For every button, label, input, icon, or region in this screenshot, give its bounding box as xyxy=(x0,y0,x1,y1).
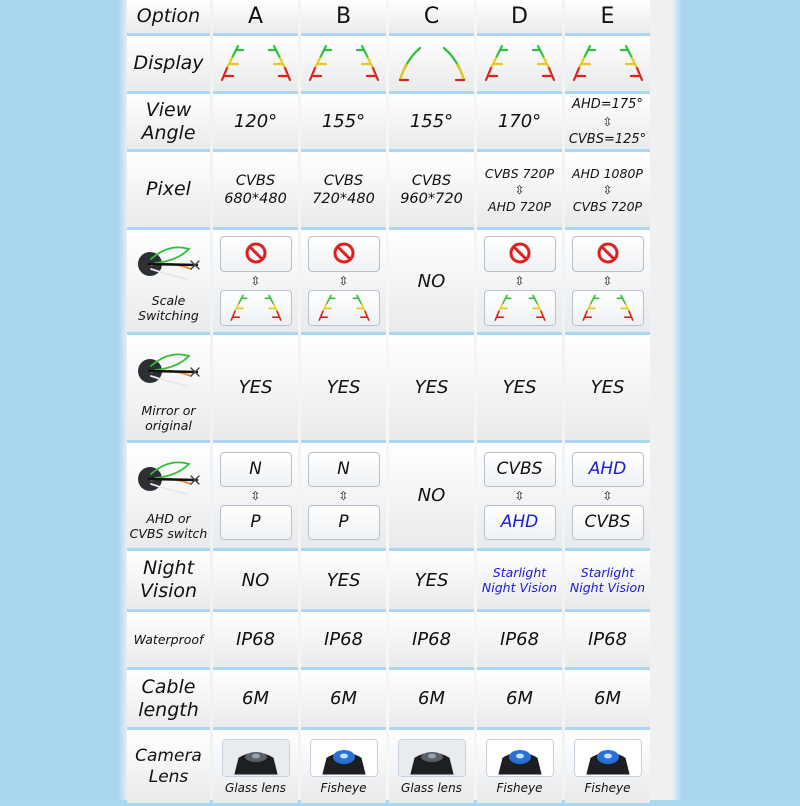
up-down-arrow-icon: ⇳ xyxy=(602,488,613,503)
camera-lens-a xyxy=(213,730,298,806)
view-angle-c: 155° xyxy=(389,94,474,152)
prohibited-icon xyxy=(332,241,356,265)
no-guide-box xyxy=(484,236,556,272)
lens-label-line1: Camera xyxy=(135,745,202,766)
cable-length-b: 6M xyxy=(301,670,386,730)
ahd-cvbs-d xyxy=(477,443,562,551)
pixel-c-line1: CVBS xyxy=(411,172,452,189)
pixel-a-line2: 680*480 xyxy=(224,190,287,207)
pixel-e xyxy=(565,152,650,230)
waterproof-c: IP68 xyxy=(389,612,474,670)
guide-box xyxy=(308,290,380,326)
starlight-line2: Night Vision xyxy=(481,580,558,595)
waterproof-d: IP68 xyxy=(477,612,562,670)
up-down-arrow-icon: ⇳ xyxy=(514,182,525,197)
up-down-arrow-icon: ⇳ xyxy=(602,182,613,197)
pixel-e-line2: CVBS 720P xyxy=(572,198,643,214)
scale-switching-c: NO xyxy=(389,230,474,335)
guide-lines-c xyxy=(389,36,474,94)
prohibited-icon xyxy=(508,241,532,265)
camera-lens-row xyxy=(127,730,650,806)
night-vision-b: YES xyxy=(301,551,386,612)
cable-length-c: 6M xyxy=(389,670,474,730)
ahd-cvbs-label xyxy=(127,443,210,551)
ahd-cvbs-a xyxy=(213,443,298,551)
mirror-d: YES xyxy=(477,335,562,443)
mode-cvbs-box: CVBS xyxy=(484,452,556,487)
mirror-label xyxy=(127,335,210,443)
starlight-line2: Night Vision xyxy=(569,580,646,595)
scale-label-line2: Switching xyxy=(138,308,199,323)
up-down-arrow-icon: ⇳ xyxy=(250,274,261,288)
night-label-line1: Night xyxy=(142,557,195,579)
lens-label-line2: Lens xyxy=(148,766,189,787)
night-vision-a: NO xyxy=(213,551,298,612)
view-angle-e-ahd: AHD=175° xyxy=(572,96,643,112)
option-b-header: B xyxy=(301,0,386,36)
night-vision-row xyxy=(127,551,650,612)
wire-cut-icon xyxy=(137,239,201,289)
pixel-c-line2: 960*720 xyxy=(400,190,463,207)
comparison-table xyxy=(124,0,653,806)
fisheye-lens-camera-icon xyxy=(486,739,554,777)
pixel-b-line2: 720*480 xyxy=(312,190,375,207)
mirror-label-line1: Mirror or xyxy=(141,402,196,418)
night-vision-label xyxy=(127,551,210,612)
pixel-b-line1: CVBS xyxy=(323,172,364,189)
parking-guide-lines-icon xyxy=(568,40,648,84)
up-down-arrow-icon: ⇳ xyxy=(514,488,525,503)
waterproof-a: IP68 xyxy=(213,612,298,670)
guide-box xyxy=(220,290,292,326)
mirror-e: YES xyxy=(565,335,650,443)
pixel-d-line2: AHD 720P xyxy=(488,198,551,214)
up-down-arrow-icon: ⇳ xyxy=(602,114,613,129)
pixel-row xyxy=(127,152,650,230)
lens-d-caption: Fisheye xyxy=(496,780,543,795)
ahd-cvbs-b xyxy=(301,443,386,551)
display-row xyxy=(127,36,650,94)
pixel-d-line1: CVBS 720P xyxy=(484,165,555,181)
dynamic-guide-lines-icon xyxy=(392,40,472,84)
up-down-arrow-icon: ⇳ xyxy=(250,488,261,503)
up-down-arrow-icon: ⇳ xyxy=(338,488,349,503)
mirror-c: YES xyxy=(389,335,474,443)
view-angle-label-line2: Angle xyxy=(141,121,196,144)
parking-guide-lines-icon xyxy=(216,40,296,84)
lens-b-caption: Fisheye xyxy=(320,780,367,795)
guide-lines-b xyxy=(301,36,386,94)
option-c-header: C xyxy=(389,0,474,36)
ahd-label-line1: AHD or xyxy=(146,510,191,526)
view-angle-label xyxy=(127,94,210,152)
wire-cut-icon xyxy=(137,343,201,399)
parking-guide-lines-icon xyxy=(575,291,641,323)
ahd-cvbs-e xyxy=(565,443,650,551)
guide-lines-e xyxy=(565,36,650,94)
up-down-arrow-icon: ⇳ xyxy=(514,274,525,288)
mirror-b: YES xyxy=(301,335,386,443)
pixel-label: Pixel xyxy=(127,152,210,230)
no-guide-box xyxy=(572,236,644,272)
option-e-header: E xyxy=(565,0,650,36)
pixel-a xyxy=(213,152,298,230)
glass-lens-camera-icon xyxy=(398,739,466,777)
pixel-d xyxy=(477,152,562,230)
mirror-row xyxy=(127,335,650,443)
option-header: Option xyxy=(127,0,210,36)
camera-lens-d xyxy=(477,730,562,806)
prohibited-icon xyxy=(244,241,268,265)
parking-guide-lines-icon xyxy=(487,291,553,323)
pixel-c xyxy=(389,152,474,230)
view-angle-a: 120° xyxy=(213,94,298,152)
view-angle-label-line1: View xyxy=(145,98,192,121)
view-angle-row xyxy=(127,94,650,152)
ahd-label-line2: CVBS switch xyxy=(129,525,208,541)
mode-ahd-box: AHD xyxy=(484,505,556,540)
glass-lens-camera-icon xyxy=(222,739,290,777)
option-a-header: A xyxy=(213,0,298,36)
fisheye-lens-camera-icon xyxy=(310,739,378,777)
starlight-line1: Starlight xyxy=(580,565,635,580)
camera-lens-b xyxy=(301,730,386,806)
header-row xyxy=(127,0,650,36)
mirror-a: YES xyxy=(213,335,298,443)
wire-cut-icon xyxy=(137,451,201,507)
cable-length-d: 6M xyxy=(477,670,562,730)
guide-box xyxy=(572,290,644,326)
pixel-b xyxy=(301,152,386,230)
parking-guide-lines-icon xyxy=(311,291,377,323)
no-guide-box xyxy=(308,236,380,272)
parking-guide-lines-icon xyxy=(223,291,289,323)
up-down-arrow-icon: ⇳ xyxy=(338,274,349,288)
guide-lines-d xyxy=(477,36,562,94)
guide-box xyxy=(484,290,556,326)
mode-cvbs-box: CVBS xyxy=(572,505,644,540)
scale-switching-label xyxy=(127,230,210,335)
view-angle-e xyxy=(565,94,650,152)
lens-a-caption: Glass lens xyxy=(225,780,286,795)
cable-label-line2: length xyxy=(138,698,199,721)
scale-switching-e xyxy=(565,230,650,335)
camera-lens-c xyxy=(389,730,474,806)
cable-length-a: 6M xyxy=(213,670,298,730)
camera-lens-label xyxy=(127,730,210,806)
waterproof-label: Waterproof xyxy=(127,612,210,670)
up-down-arrow-icon: ⇳ xyxy=(602,274,613,288)
scale-switching-b xyxy=(301,230,386,335)
mode-n-box: N xyxy=(308,452,380,487)
lens-c-caption: Glass lens xyxy=(401,780,462,795)
waterproof-b: IP68 xyxy=(301,612,386,670)
no-guide-box xyxy=(220,236,292,272)
parking-guide-lines-icon xyxy=(480,40,560,84)
night-label-line2: Vision xyxy=(139,580,198,602)
view-angle-d: 170° xyxy=(477,94,562,152)
scale-switching-a xyxy=(213,230,298,335)
waterproof-row xyxy=(127,612,650,670)
waterproof-e: IP68 xyxy=(565,612,650,670)
lens-e-caption: Fisheye xyxy=(584,780,631,795)
mode-p-box: P xyxy=(220,505,292,540)
pixel-e-line1: AHD 1080P xyxy=(572,165,643,181)
mirror-label-line2: original xyxy=(145,417,192,433)
ahd-cvbs-c: NO xyxy=(389,443,474,551)
option-d-header: D xyxy=(477,0,562,36)
mode-ahd-box: AHD xyxy=(572,452,644,487)
mode-n-box: N xyxy=(220,452,292,487)
cable-label-line1: Cable xyxy=(141,675,196,698)
pixel-a-line1: CVBS xyxy=(235,172,276,189)
parking-guide-lines-icon xyxy=(304,40,384,84)
ahd-cvbs-row xyxy=(127,443,650,551)
view-angle-e-cvbs: CVBS=125° xyxy=(568,131,647,147)
camera-lens-e xyxy=(565,730,650,806)
night-vision-d xyxy=(477,551,562,612)
cable-length-label xyxy=(127,670,210,730)
scale-switching-d xyxy=(477,230,562,335)
night-vision-e xyxy=(565,551,650,612)
view-angle-b: 155° xyxy=(301,94,386,152)
prohibited-icon xyxy=(596,241,620,265)
display-label: Display xyxy=(127,36,210,94)
mode-p-box: P xyxy=(308,505,380,540)
night-vision-c: YES xyxy=(389,551,474,612)
fisheye-lens-camera-icon xyxy=(574,739,642,777)
scale-label-line1: Scale xyxy=(151,293,186,308)
cable-length-row xyxy=(127,670,650,730)
starlight-line1: Starlight xyxy=(492,565,547,580)
cable-length-e: 6M xyxy=(565,670,650,730)
scale-switching-row xyxy=(127,230,650,335)
guide-lines-a xyxy=(213,36,298,94)
